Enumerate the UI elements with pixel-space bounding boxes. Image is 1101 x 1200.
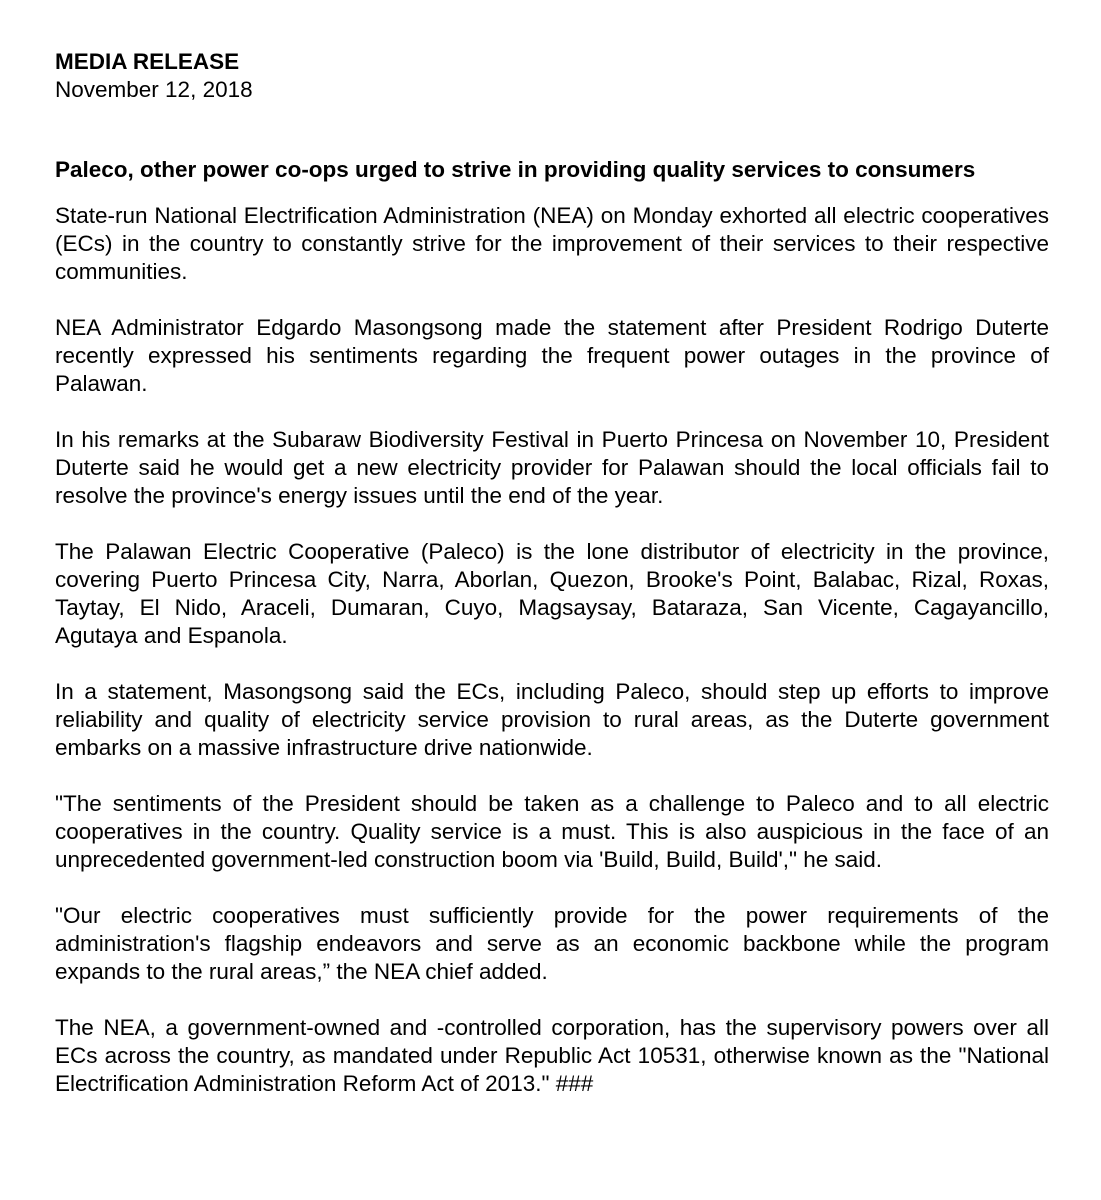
release-label: MEDIA RELEASE xyxy=(55,49,240,74)
release-date: November 12, 2018 xyxy=(55,77,253,102)
paragraph-quote-requirements: "Our electric cooperatives must sufficiently provide for the power requirements of the administration's flagship endeavors and serve as an economic backbone while the program expands to the rural areas,” the NEA chief added. xyxy=(55,903,1049,984)
paragraph-nea-mandate: The NEA, a government-owned and -controlled corporation, has the supervisory powers over all ECs across the country, as mandated under Republic Act 10531, otherwise known as the "National Electrification Administration Reform Act of 2013." ### xyxy=(55,1015,1049,1096)
headline: Paleco, other power co-ops urged to strive in providing quality services to consumers xyxy=(55,157,976,182)
paragraph-statement-context: NEA Administrator Edgardo Masongsong made the statement after President Rodrigo Duterte recently expressed his sentiments regarding the frequent power outages in the province of Palawan. xyxy=(55,315,1049,396)
paragraph-duterte-remarks: In his remarks at the Subaraw Biodiversity Festival in Puerto Princesa on November 10, President Duterte said he would get a new electricity provider for Palawan should the local officials fail to resolve the province's energy issues until the end of the year. xyxy=(55,427,1049,508)
paragraph-quote-challenge: "The sentiments of the President should be taken as a challenge to Paleco and to all electric cooperatives in the country. Quality service is a must. This is also auspicious in the face of an unprecedented government-led construction boom via 'Build, Build, Build'," he said. xyxy=(55,791,1049,872)
paragraph-intro: State-run National Electrification Administration (NEA) on Monday exhorted all electric cooperatives (ECs) in the country to constantly strive for the improvement of their services to their respective communities. xyxy=(55,203,1049,284)
paragraph-masongsong-statement: In a statement, Masongsong said the ECs, including Paleco, should step up efforts to improve reliability and quality of electricity service provision to rural areas, as the Duterte government embarks on a massive infrastructure drive nationwide. xyxy=(55,679,1049,760)
paragraph-paleco-coverage: The Palawan Electric Cooperative (Paleco) is the lone distributor of electricity in the province, covering Puerto Princesa City, Narra, Aborlan, Quezon, Brooke's Point, Balabac, Rizal, Roxas, Taytay, El Nido, Araceli, Dumaran, Cuyo, Magsaysay, Bataraza, San Vicente, Cagayancillo, Agutaya and Espanola. xyxy=(55,539,1049,648)
media-release-document xyxy=(55,48,1049,1098)
